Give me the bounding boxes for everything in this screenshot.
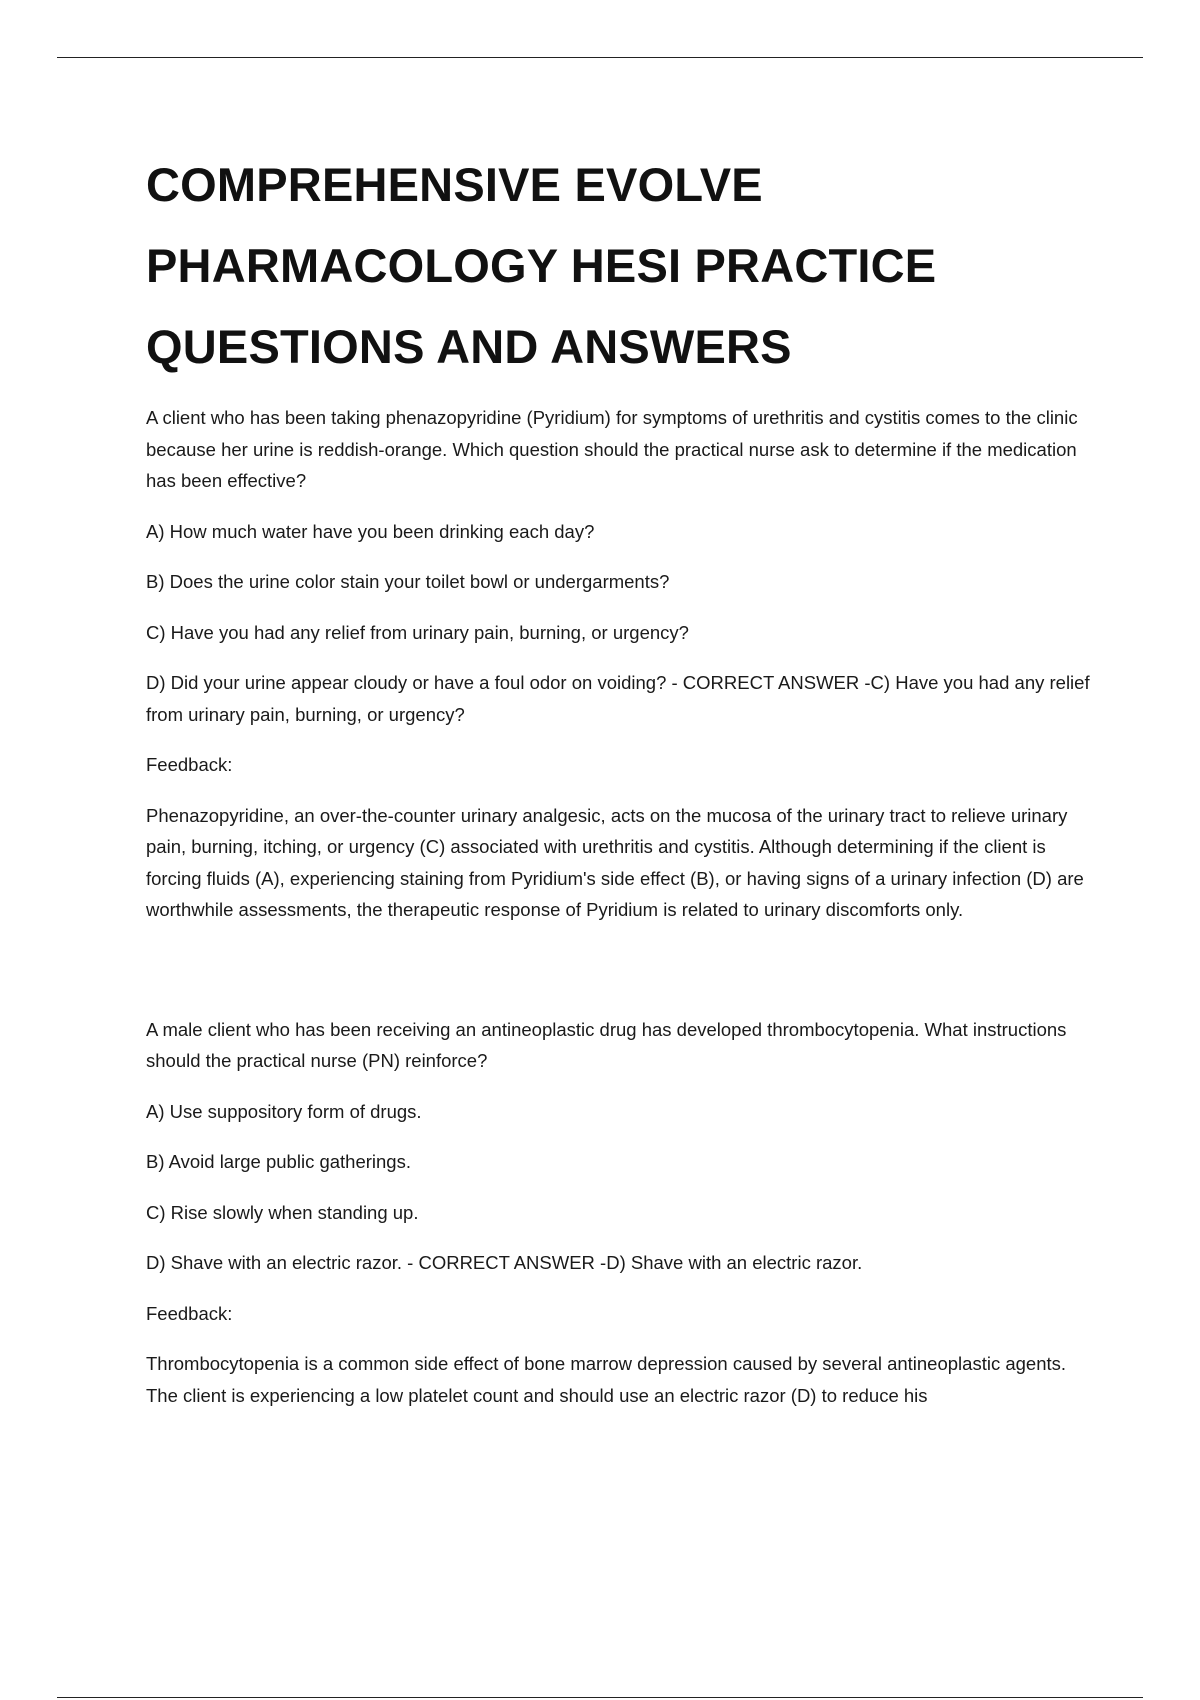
option-b: B) Avoid large public gatherings. (146, 1151, 411, 1172)
bottom-rule (57, 1697, 1143, 1698)
section-spacer (146, 945, 1096, 1014)
feedback-label: Feedback: (146, 1302, 233, 1324)
top-rule (57, 57, 1143, 58)
feedback-label: Feedback: (146, 754, 233, 775)
page-title (146, 144, 1106, 387)
document-body (146, 402, 1096, 1430)
option-d-with-answer: D) Shave with an electric razor. - CORRECT ANSWER -D) Shave with an electric razor. (146, 1252, 863, 1273)
title-line-2: PHARMACOLOGY HESI PRACTICE (146, 239, 937, 292)
option-b: B) Does the urine color stain your toilet bowl or undergarments? (146, 571, 670, 592)
feedback-text: Thrombocytopenia is a common side effect of bone marrow depression caused by several antineoplastic agents. The client is experiencing a low platelet count and should use an electric razor (D) to reduce his (146, 1353, 1067, 1406)
option-c: C) Have you had any relief from urinary pain, burning, or urgency? (146, 621, 689, 643)
title-line-3: QUESTIONS AND ANSWERS (146, 320, 792, 373)
option-a: A) Use suppository form of drugs. (146, 1100, 422, 1122)
title-line-1: COMPREHENSIVE EVOLVE (146, 158, 763, 211)
question-1 (146, 402, 1096, 926)
option-d-with-answer: D) Did your urine appear cloudy or have a foul odor on voiding? - CORRECT ANSWER -C) Have you had any relief from urinary pain, burning, or urgency? (146, 672, 1090, 725)
feedback-text: Phenazopyridine, an over-the-counter urinary analgesic, acts on the mucosa of the urinary tract to relieve urinary pain, burning, itching, or urgency (C) associated with urethritis and cystitis. Although determining if the client is forcing fluids (A), experiencing staining from Pyridium's side effect (B), or having signs of a urinary infection (D) are worthwhile assessments, the therapeutic response of Pyridium is related to urinary discomforts only. (146, 804, 1084, 920)
question-2 (146, 1014, 1096, 1412)
option-c: C) Rise slowly when standing up. (146, 1201, 419, 1223)
option-a: A) How much water have you been drinking each day? (146, 520, 595, 542)
question-stem: A male client who has been receiving an antineoplastic drug has developed thrombocytopenia. What instructions should the practical nurse (PN) reinforce? (146, 1018, 1067, 1071)
question-stem: A client who has been taking phenazopyridine (Pyridium) for symptoms of urethritis and cystitis comes to the clinic because her urine is reddish-orange. Which question should the practical nurse ask to determine if the medication has been effective? (146, 407, 1078, 491)
